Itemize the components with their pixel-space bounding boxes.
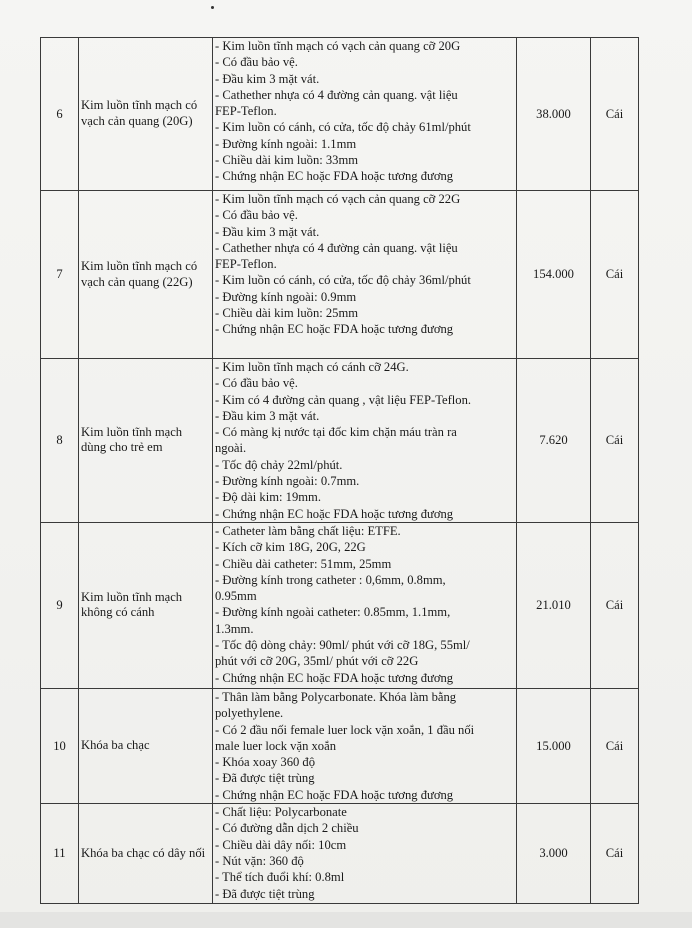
spec-line: - Có 2 đầu nối female luer lock vặn xoắn, 1 đầu nối <box>215 722 475 737</box>
spec-line: - Đã được tiệt trùng <box>215 771 315 786</box>
spec-line: - Thân làm bằng Polycarbonate. Khóa làm bằng <box>215 689 457 704</box>
specification-cell <box>213 191 517 359</box>
spec-line: - Kim luồn tĩnh mạch có vạch cản quang cỡ 22G <box>215 192 461 206</box>
spec-line: - Kim luồn có cánh, có cửa, tốc độ chảy 36ml/phút <box>215 273 471 288</box>
spec-line: - Kim có 4 đường cản quang , vật liệu FEP-Teflon. <box>215 392 472 407</box>
row-number-cell: 9 <box>41 522 79 688</box>
spec-line: - Có đầu bảo vệ. <box>215 208 298 223</box>
spec-line: FEP-Teflon. <box>215 104 277 119</box>
spec-line: - Đường kính ngoài catheter: 0.85mm, 1.1mm, <box>215 605 451 620</box>
row-number-cell: 8 <box>41 359 79 523</box>
spec-line: 1.3mm. <box>215 621 254 636</box>
spec-line: - Chiều dài kim luồn: 33mm <box>215 153 359 168</box>
spec-line: - Đầu kim 3 mặt vát. <box>215 224 320 239</box>
spec-line: - Có đầu bảo vệ. <box>215 376 298 391</box>
item-name-cell: Khóa ba chạc có dây nối <box>79 804 213 904</box>
spec-line: 0.95mm <box>215 589 257 604</box>
spec-line: - Chất liệu: Polycarbonate <box>215 805 347 820</box>
spec-line: - Chiều dài dây nối: 10cm <box>215 837 347 852</box>
spec-line: - Đường kính trong catheter : 0,6mm, 0.8mm, <box>215 572 446 587</box>
table-row <box>41 522 639 688</box>
item-name-cell: Kim luồn tĩnh mạch có vạch cản quang (22G) <box>79 191 213 359</box>
spec-line: - Có đầu bảo vệ. <box>215 55 298 70</box>
spec-line: male luer lock vặn xoắn <box>215 738 336 753</box>
spec-line: - Kim luồn tĩnh mạch có vạch cản quang cỡ 20G <box>215 39 461 53</box>
specification-cell <box>213 522 517 688</box>
table-row <box>41 38 639 191</box>
spec-line: - Chứng nhận EC hoặc FDA hoặc tương đương <box>215 322 454 337</box>
spec-line: - Đường kính ngoài: 0.9mm <box>215 289 357 304</box>
spec-line: - Độ dài kim: 19mm. <box>215 490 321 505</box>
unit-cell: Cái <box>591 359 639 523</box>
spec-line: - Kim luồn tĩnh mạch có cánh cỡ 24G. <box>215 360 409 374</box>
quantity-cell: 21.010 <box>517 522 591 688</box>
spec-line: - Kích cỡ kim 18G, 20G, 22G <box>215 540 366 555</box>
page-bottom-edge <box>0 912 692 928</box>
table-row <box>41 359 639 523</box>
unit-cell: Cái <box>591 688 639 803</box>
quantity-cell: 3.000 <box>517 804 591 904</box>
spec-line: ngoài. <box>215 441 247 456</box>
spec-line: - Chứng nhận EC hoặc FDA hoặc tương đương <box>215 506 454 521</box>
row-number-cell: 7 <box>41 191 79 359</box>
unit-cell: Cái <box>591 522 639 688</box>
spec-line: - Thể tích đuổi khí: 0.8ml <box>215 870 345 885</box>
spec-line: - Có đường dẫn dịch 2 chiều <box>215 821 359 836</box>
table-row <box>41 804 639 904</box>
spec-line: - Đường kính ngoài: 1.1mm <box>215 136 357 151</box>
specification-cell <box>213 804 517 904</box>
spec-line: - Chứng nhận EC hoặc FDA hoặc tương đương <box>215 670 454 685</box>
spec-line: - Đầu kim 3 mặt vát. <box>215 71 320 86</box>
spec-line: - Catheter làm bằng chất liệu: ETFE. <box>215 523 401 538</box>
spec-line: - Khóa xoay 360 độ <box>215 755 316 770</box>
table-row <box>41 688 639 803</box>
spec-line: - Kim luồn có cánh, có cửa, tốc độ chảy 61ml/phút <box>215 120 471 135</box>
spec-line: - Chứng nhận EC hoặc FDA hoặc tương đương <box>215 169 454 184</box>
spec-line: - Có màng kị nước tại đốc kim chặn máu tràn ra <box>215 425 457 440</box>
row-number-cell: 6 <box>41 38 79 191</box>
quantity-cell: 154.000 <box>517 191 591 359</box>
spec-line: FEP-Teflon. <box>215 257 277 272</box>
quantity-cell: 15.000 <box>517 688 591 803</box>
unit-cell: Cái <box>591 38 639 191</box>
spec-line: - Đã được tiệt trùng <box>215 886 315 901</box>
quantity-cell: 7.620 <box>517 359 591 523</box>
item-name-cell: Khóa ba chạc <box>79 688 213 803</box>
spec-line: - Nút vặn: 360 độ <box>215 853 304 868</box>
spec-line: - Tốc độ chảy 22ml/phút. <box>215 457 343 472</box>
spec-line: - Đầu kim 3 mặt vát. <box>215 408 320 423</box>
spec-line: - Tốc độ dòng chảy: 90ml/ phút với cỡ 18G, 55ml/ <box>215 638 470 653</box>
speck-mark <box>211 6 214 9</box>
table-row <box>41 191 639 359</box>
spec-line: phút với cỡ 20G, 35ml/ phút với cỡ 22G <box>215 654 419 669</box>
row-number-cell: 11 <box>41 804 79 904</box>
item-name-cell: Kim luồn tĩnh mạch có vạch cản quang (20G) <box>79 38 213 191</box>
quantity-cell: 38.000 <box>517 38 591 191</box>
specification-cell <box>213 688 517 803</box>
item-name-cell: Kim luồn tĩnh mạch không có cánh <box>79 522 213 688</box>
specification-table <box>40 37 639 904</box>
row-number-cell: 10 <box>41 688 79 803</box>
spec-line: - Chiều dài kim luồn: 25mm <box>215 306 359 321</box>
unit-cell: Cái <box>591 191 639 359</box>
spec-line: - Cathether nhựa có 4 đường cản quang. vật liệu <box>215 87 458 102</box>
spec-line: - Đường kính ngoài: 0.7mm. <box>215 474 360 489</box>
unit-cell: Cái <box>591 804 639 904</box>
specification-cell <box>213 38 517 191</box>
spec-line: - Chứng nhận EC hoặc FDA hoặc tương đương <box>215 787 454 802</box>
table-body <box>41 38 639 904</box>
item-name-cell: Kim luồn tĩnh mạch dùng cho trẻ em <box>79 359 213 523</box>
spec-line: - Chiều dài catheter: 51mm, 25mm <box>215 556 392 571</box>
specification-cell <box>213 359 517 523</box>
spec-line: - Cathether nhựa có 4 đường cản quang. vật liệu <box>215 240 458 255</box>
spec-line: polyethylene. <box>215 706 284 721</box>
